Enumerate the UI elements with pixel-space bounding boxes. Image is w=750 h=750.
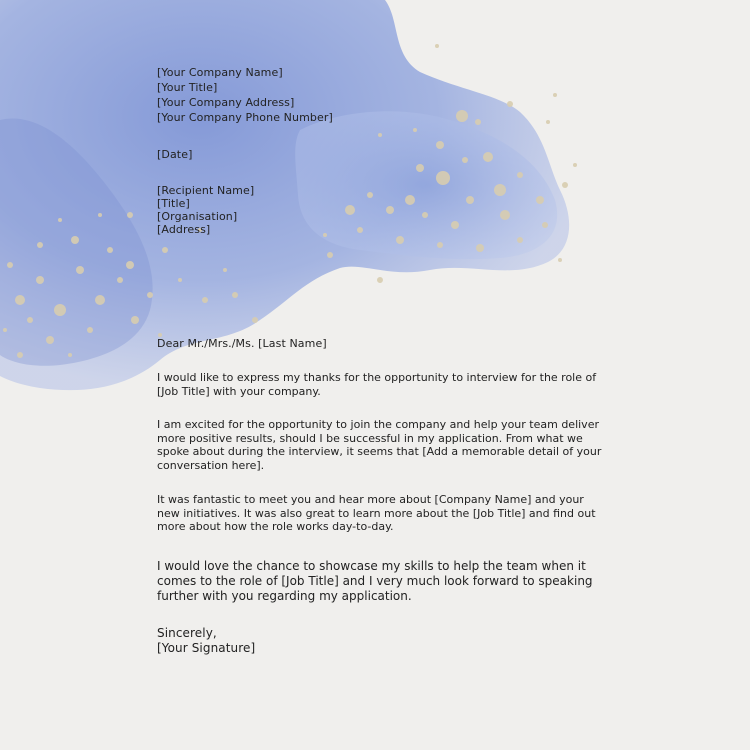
sender-block	[157, 65, 333, 125]
recipient-title: [Title]	[157, 197, 190, 210]
sender-company-phone: [Your Company Phone Number]	[157, 111, 333, 124]
recipient-block	[157, 184, 254, 236]
sender-title: [Your Title]	[157, 81, 218, 94]
closing-block	[157, 626, 255, 656]
recipient-organisation: [Organisation]	[157, 210, 238, 223]
sender-company-address: [Your Company Address]	[157, 96, 295, 109]
paragraph-thanks: I would like to express my thanks for the opportunity to interview for the role of [Job Title] with your company.	[157, 371, 597, 398]
paragraph-excited: I am excited for the opportunity to join the company and help your team deliver more positive results, should I be successful in my application. From what we spoke about during the interview, it seems that [Add a memorable detail of your conversation here].	[157, 418, 602, 472]
date: [Date]	[157, 148, 193, 161]
recipient-address: [Address]	[157, 223, 211, 236]
closing: Sincerely,	[157, 626, 217, 640]
signature: [Your Signature]	[157, 641, 256, 655]
paragraph-meeting: It was fantastic to meet you and hear more about [Company Name] and your new initiatives. It was also great to learn more about the [Job Title] and find out more about how the role works day-to-day.	[157, 493, 596, 533]
paragraph-closing: I would love the chance to showcase my skills to help the team when it comes to the role of [Job Title] and I very much look forward to speaking further with you regarding my application.	[157, 559, 593, 603]
recipient-name: [Recipient Name]	[157, 184, 255, 197]
salutation: Dear Mr./Mrs./Ms. [Last Name]	[157, 337, 327, 350]
sender-company-name: [Your Company Name]	[157, 66, 283, 79]
